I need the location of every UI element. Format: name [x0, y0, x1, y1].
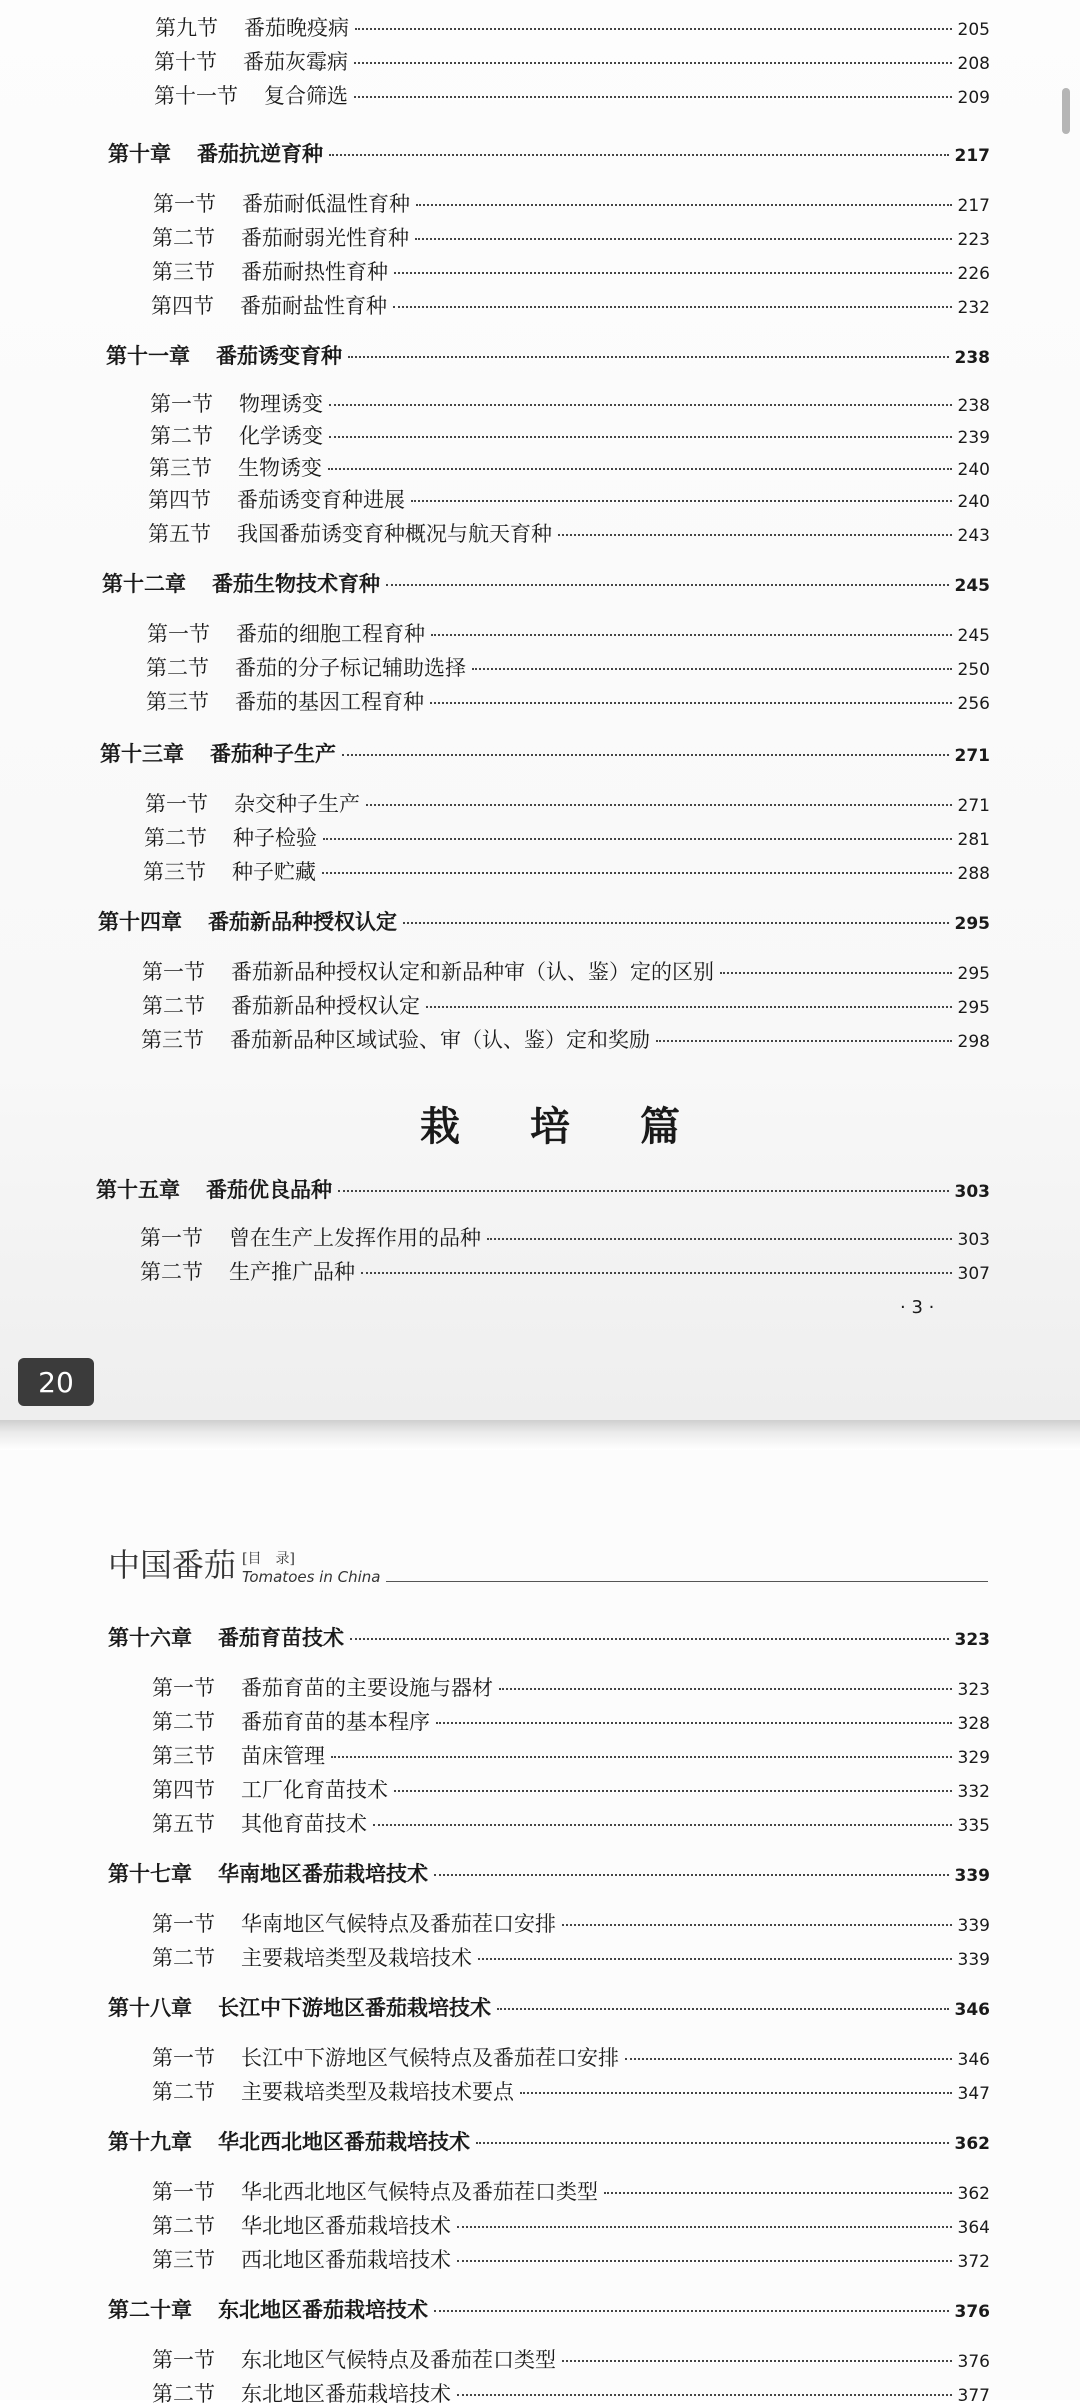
leader-dots [720, 972, 952, 974]
chapter-label: 第十八章 [108, 1995, 192, 2020]
toc-section-row[interactable] [148, 484, 990, 514]
section-title: 华北西北地区气候特点及番茄茬口类型 [241, 2180, 598, 2204]
section-title: 华北地区番茄栽培技术 [241, 2214, 451, 2238]
leader-dots [520, 2092, 952, 2094]
section-label: 第二节 [150, 424, 213, 448]
toc-chapter-row[interactable] [96, 1174, 990, 1204]
section-title: 东北地区番茄栽培技术 [241, 2382, 451, 2406]
header-subtitle [242, 1548, 380, 1586]
section-label: 第四节 [151, 294, 214, 318]
leader-dots [411, 500, 952, 502]
page-ref: 376 [954, 2302, 990, 2322]
chapter-title: 番茄育苗技术 [218, 1625, 344, 1650]
toc-chapter-row[interactable] [106, 340, 990, 370]
toc-section-row[interactable] [141, 1024, 990, 1054]
page-ref: 335 [957, 1816, 990, 1836]
chapter-label: 第十三章 [100, 741, 184, 766]
toc-section-row[interactable] [155, 12, 990, 42]
leader-dots [497, 2008, 949, 2010]
page-ref: 303 [957, 1230, 990, 1250]
toc-chapter-row[interactable] [108, 2294, 990, 2324]
leader-dots [373, 1824, 952, 1826]
page-ref: 372 [957, 2252, 990, 2272]
section-title: 种子检验 [233, 826, 317, 850]
page-ref: 271 [957, 796, 990, 816]
section-title: 曾在生产上发挥作用的品种 [229, 1226, 481, 1250]
leader-dots [348, 356, 949, 358]
chapter-label: 第十一章 [106, 343, 190, 368]
page-ref: 362 [954, 2134, 990, 2154]
section-label: 第三节 [149, 456, 212, 480]
toc-section-row[interactable] [142, 956, 990, 986]
chapter-title: 番茄生物技术育种 [212, 571, 380, 596]
section-title: 主要栽培类型及栽培技术 [241, 1946, 472, 1970]
page-ref: 271 [954, 746, 990, 766]
leader-dots [499, 1688, 952, 1690]
toc-section-row[interactable] [152, 1908, 990, 1938]
header-title: 中国番茄 [108, 1546, 237, 1584]
section-label: 第二节 [152, 2080, 215, 2104]
page-ref: 250 [957, 660, 990, 680]
toc-section-row[interactable] [152, 222, 990, 252]
toc-section-row[interactable] [152, 2176, 990, 2206]
page-ref: 238 [957, 396, 990, 416]
toc-section-row[interactable] [142, 990, 990, 1020]
page-ref: 323 [954, 1630, 990, 1650]
section-label: 第二节 [140, 1260, 203, 1284]
section-title: 番茄晚疫病 [244, 16, 349, 40]
toc-section-row[interactable] [144, 822, 990, 852]
section-title: 生物诱变 [238, 456, 322, 480]
section-title: 杂交种子生产 [234, 792, 360, 816]
section-label: 第一节 [152, 1912, 215, 1936]
section-title: 种子贮藏 [232, 860, 316, 884]
leader-dots [355, 28, 952, 30]
leader-dots [478, 1958, 952, 1960]
toc-chapter-row[interactable] [102, 568, 990, 598]
leader-dots [457, 2394, 952, 2396]
chapter-title: 华南地区番茄栽培技术 [218, 1861, 428, 1886]
toc-section-row[interactable] [152, 1740, 990, 1770]
leader-dots [329, 154, 949, 156]
toc-chapter-row[interactable] [108, 1858, 990, 1888]
leader-dots [329, 436, 952, 438]
leader-dots [604, 2192, 952, 2194]
page-ref: 295 [957, 998, 990, 1018]
page-ref: 223 [957, 230, 990, 250]
leader-dots [350, 1638, 949, 1640]
page-ref: 243 [957, 526, 990, 546]
chapter-title: 番茄新品种授权认定 [208, 909, 397, 934]
section-label: 第一节 [152, 2046, 215, 2070]
section-title: 番茄育苗的基本程序 [241, 1710, 430, 1734]
toc-section-row[interactable] [152, 1706, 990, 1736]
section-label: 第一节 [150, 392, 213, 416]
section-title: 长江中下游地区气候特点及番茄茬口安排 [241, 2046, 619, 2070]
chapter-title: 东北地区番茄栽培技术 [218, 2297, 428, 2322]
section-label: 第二节 [152, 2382, 215, 2406]
toc-section-row[interactable] [152, 1808, 990, 1838]
header-rule [386, 1581, 988, 1582]
page-ref: 245 [957, 626, 990, 646]
leader-dots [322, 872, 952, 874]
section-title: 番茄耐热性育种 [241, 260, 388, 284]
page-ref: 347 [957, 2084, 990, 2104]
section-label: 第三节 [141, 1028, 204, 1052]
page-ref: 226 [957, 264, 990, 284]
toc-chapter-row[interactable] [108, 1622, 990, 1652]
page-ref: 339 [957, 1916, 990, 1936]
leader-dots [430, 702, 952, 704]
section-title: 番茄育苗的主要设施与器材 [241, 1676, 493, 1700]
section-label: 第三节 [152, 1744, 215, 1768]
leader-dots [342, 754, 949, 756]
section-label: 第五节 [148, 522, 211, 546]
toc-chapter-row[interactable] [100, 738, 990, 768]
page-ref: 239 [957, 428, 990, 448]
section-label: 第三节 [143, 860, 206, 884]
section-label: 第五节 [152, 1812, 215, 1836]
page-ref: 298 [957, 1032, 990, 1052]
chapter-label: 第十九章 [108, 2129, 192, 2154]
section-label: 第十一节 [154, 84, 238, 108]
page-ref: 323 [957, 1680, 990, 1700]
section-label: 第一节 [152, 1676, 215, 1700]
page-ref: 303 [954, 1182, 990, 1202]
section-label: 第一节 [152, 2180, 215, 2204]
section-title: 番茄耐弱光性育种 [241, 226, 409, 250]
toc-chapter-row[interactable] [108, 2126, 990, 2156]
toc-section-row[interactable] [152, 2244, 990, 2274]
section-title: 番茄的分子标记辅助选择 [235, 656, 466, 680]
section-label: 第三节 [152, 2248, 215, 2272]
section-title: 番茄的基因工程育种 [235, 690, 424, 714]
section-title: 番茄的细胞工程育种 [236, 622, 425, 646]
section-label: 第一节 [147, 622, 210, 646]
leader-dots [625, 2058, 952, 2060]
section-label: 第三节 [152, 260, 215, 284]
toc-section-row[interactable] [149, 452, 990, 482]
chapter-label: 第十二章 [102, 571, 186, 596]
chapter-label: 第十五章 [96, 1177, 180, 1202]
toc-chapter-row[interactable] [108, 1992, 990, 2022]
chapter-title: 长江中下游地区番茄栽培技术 [218, 1995, 491, 2020]
page-ref: 346 [954, 2000, 990, 2020]
chapter-title: 华北西北地区番茄栽培技术 [218, 2129, 470, 2154]
toc-section-row[interactable] [148, 518, 990, 548]
leader-dots [472, 668, 952, 670]
page-ref: 328 [957, 1714, 990, 1734]
leader-dots [403, 922, 949, 924]
leader-dots [558, 534, 952, 536]
page-ref: 217 [954, 146, 990, 166]
section-label: 第一节 [152, 2348, 215, 2372]
toc-section-row[interactable] [152, 1774, 990, 1804]
leader-dots [457, 2226, 952, 2228]
page-ref: 281 [957, 830, 990, 850]
leader-dots [331, 1756, 952, 1758]
leader-dots [476, 2142, 949, 2144]
section-title: 东北地区气候特点及番茄茬口类型 [241, 2348, 556, 2372]
leader-dots [354, 62, 952, 64]
section-title: 主要栽培类型及栽培技术要点 [241, 2080, 514, 2104]
section-title: 我国番茄诱变育种概况与航天育种 [237, 522, 552, 546]
toc-section-row[interactable] [146, 686, 990, 716]
section-title: 西北地区番茄栽培技术 [241, 2248, 451, 2272]
leader-dots [415, 238, 952, 240]
page-number: · 3 · [900, 1297, 935, 1318]
page-ref: 295 [954, 914, 990, 934]
section-title: 化学诱变 [239, 424, 323, 448]
section-title: 华南地区气候特点及番茄茬口安排 [241, 1912, 556, 1936]
toc-section-row[interactable] [154, 80, 990, 110]
section-label: 第四节 [148, 488, 211, 512]
toc-section-row[interactable] [152, 2076, 990, 2106]
section-title: 番茄新品种区域试验、审（认、鉴）定和奖励 [230, 1028, 650, 1052]
leader-dots [457, 2260, 952, 2262]
leader-dots [338, 1190, 949, 1192]
section-title: 番茄耐盐性育种 [240, 294, 387, 318]
toc-chapter-row[interactable] [98, 906, 990, 936]
section-label: 第二节 [152, 1710, 215, 1734]
toc-section-row[interactable] [152, 1942, 990, 1972]
section-label: 第四节 [152, 1778, 215, 1802]
toc-section-row[interactable] [147, 618, 990, 648]
toc-section-row[interactable] [152, 2210, 990, 2240]
toc-section-row[interactable] [143, 856, 990, 886]
page-ref: 295 [957, 964, 990, 984]
chapter-title: 番茄种子生产 [210, 741, 336, 766]
section-label: 第九节 [155, 16, 218, 40]
section-label: 第一节 [145, 792, 208, 816]
leader-dots [436, 1722, 952, 1724]
page-counter-badge: 20 [18, 1358, 94, 1406]
section-label: 第二节 [144, 826, 207, 850]
header-mulu: [目 录] [242, 1551, 295, 1567]
toc-section-row[interactable] [154, 46, 990, 76]
page-ref: 346 [957, 2050, 990, 2070]
leader-dots [434, 1874, 949, 1876]
section-label: 第十节 [154, 50, 217, 74]
toc-section-row[interactable] [152, 1672, 990, 1702]
chapter-title: 番茄抗逆育种 [197, 141, 323, 166]
toc-section-row[interactable] [153, 188, 990, 218]
page-ref: 240 [957, 460, 990, 480]
leader-dots [328, 468, 952, 470]
page-ref: 208 [957, 54, 990, 74]
leader-dots [434, 2310, 949, 2312]
section-title: 其他育苗技术 [241, 1812, 367, 1836]
leader-dots [366, 804, 952, 806]
leader-dots [562, 1924, 952, 1926]
chapter-label: 第二十章 [108, 2297, 192, 2322]
scrollbar-thumb[interactable] [1062, 88, 1070, 134]
leader-dots [393, 306, 952, 308]
section-title: 番茄耐低温性育种 [242, 192, 410, 216]
leader-dots [416, 204, 952, 206]
page-separator [0, 1420, 1080, 1450]
chapter-title: 番茄诱变育种 [216, 343, 342, 368]
leader-dots [487, 1238, 952, 1240]
leader-dots [431, 634, 952, 636]
section-title: 番茄诱变育种进展 [237, 488, 405, 512]
toc-section-row[interactable] [150, 388, 990, 418]
section-label: 第二节 [152, 2214, 215, 2238]
page-ref: 232 [957, 298, 990, 318]
page-ref: 329 [957, 1748, 990, 1768]
book-header [108, 1540, 988, 1586]
page-ref: 339 [954, 1866, 990, 1886]
page-ref: 364 [957, 2218, 990, 2238]
chapter-label: 第十四章 [98, 909, 182, 934]
page-ref: 377 [957, 2386, 990, 2406]
leader-dots [323, 838, 952, 840]
page-ref: 332 [957, 1782, 990, 1802]
chapter-label: 第十章 [108, 141, 171, 166]
leader-dots [354, 96, 952, 98]
page-ref: 205 [957, 20, 990, 40]
section-label: 第二节 [152, 1946, 215, 1970]
page-ref: 307 [957, 1264, 990, 1284]
section-title: 番茄灰霉病 [243, 50, 348, 74]
page-ref: 217 [957, 196, 990, 216]
leader-dots [394, 272, 952, 274]
toc-section-row[interactable] [145, 788, 990, 818]
leader-dots [329, 404, 952, 406]
page-ref: 288 [957, 864, 990, 884]
toc-section-row[interactable] [152, 2042, 990, 2072]
leader-dots [361, 1272, 952, 1274]
section-title: 工厂化育苗技术 [241, 1778, 388, 1802]
section-label: 第二节 [152, 226, 215, 250]
page-ref: 362 [957, 2184, 990, 2204]
section-title: 苗床管理 [241, 1744, 325, 1768]
page-ref: 245 [954, 576, 990, 596]
section-label: 第一节 [153, 192, 216, 216]
page-ref: 256 [957, 694, 990, 714]
leader-dots [386, 584, 949, 586]
toc-section-row[interactable] [152, 2378, 990, 2408]
chapter-label: 第十六章 [108, 1625, 192, 1650]
toc-section-row[interactable] [146, 652, 990, 682]
toc-section-row[interactable] [152, 2344, 990, 2374]
section-title: 生产推广品种 [229, 1260, 355, 1284]
toc-section-row[interactable] [150, 420, 990, 450]
toc-section-row[interactable] [152, 256, 990, 286]
section-label: 第二节 [146, 656, 209, 680]
toc-section-row[interactable] [140, 1256, 990, 1286]
page-ref: 209 [957, 88, 990, 108]
section-label: 第一节 [140, 1226, 203, 1250]
page-ref: 339 [957, 1950, 990, 1970]
chapter-label: 第十七章 [108, 1861, 192, 1886]
header-english: Tomatoes in China [242, 1568, 381, 1586]
section-label: 第三节 [146, 690, 209, 714]
toc-section-row[interactable] [140, 1222, 990, 1252]
chapter-title: 番茄优良品种 [206, 1177, 332, 1202]
leader-dots [562, 2360, 952, 2362]
section-title: 番茄新品种授权认定和新品种审（认、鉴）定的区别 [231, 960, 714, 984]
page-ref: 238 [954, 348, 990, 368]
toc-chapter-row[interactable] [108, 138, 990, 168]
leader-dots [426, 1006, 952, 1008]
part-heading: 栽培篇 [420, 1103, 750, 1150]
page-ref: 376 [957, 2352, 990, 2372]
toc-section-row[interactable] [151, 290, 990, 320]
section-label: 第二节 [142, 994, 205, 1018]
section-title: 物理诱变 [239, 392, 323, 416]
page-ref: 240 [957, 492, 990, 512]
section-label: 第一节 [142, 960, 205, 984]
section-title: 复合筛选 [264, 84, 348, 108]
leader-dots [656, 1040, 952, 1042]
leader-dots [394, 1790, 952, 1792]
section-title: 番茄新品种授权认定 [231, 994, 420, 1018]
